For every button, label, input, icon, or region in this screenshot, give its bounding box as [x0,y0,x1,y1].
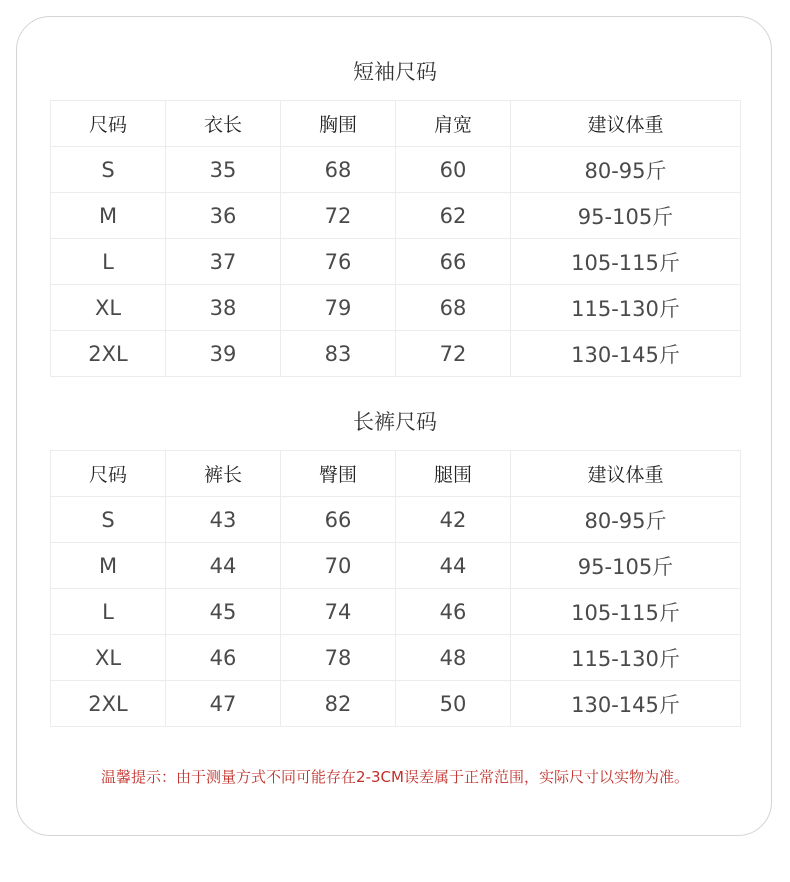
pants-size-table [50,450,741,727]
cell-pants-length: 43 [166,497,281,543]
table-row [51,285,741,331]
cell-chest: 83 [281,331,396,377]
cell-hip: 82 [281,681,396,727]
cell-chest: 79 [281,285,396,331]
cell-thigh: 42 [396,497,511,543]
cell-length: 37 [166,239,281,285]
cell-size: 2XL [51,681,166,727]
cell-pants-length: 47 [166,681,281,727]
cell-thigh: 50 [396,681,511,727]
cell-shoulder: 60 [396,147,511,193]
table-header-row [51,451,741,497]
table-row [51,239,741,285]
cell-thigh: 48 [396,635,511,681]
header-pants-length: 裤长 [166,451,281,497]
cell-weight: 115-130斤 [511,285,741,331]
header-size: 尺码 [51,101,166,147]
header-length: 衣长 [166,101,281,147]
cell-thigh: 44 [396,543,511,589]
pants-size-title: 长裤尺码 [353,410,437,434]
table-row [51,147,741,193]
cell-pants-length: 44 [166,543,281,589]
cell-weight: 80-95斤 [511,147,741,193]
shirt-size-table [50,100,741,377]
cell-shoulder: 66 [396,239,511,285]
cell-size: S [51,147,166,193]
cell-shoulder: 68 [396,285,511,331]
table-row [51,635,741,681]
cell-size: L [51,239,166,285]
table-row [51,589,741,635]
shirt-size-title: 短袖尺码 [353,60,437,84]
cell-hip: 66 [281,497,396,543]
cell-weight: 105-115斤 [511,589,741,635]
cell-hip: 74 [281,589,396,635]
table-row [51,331,741,377]
cell-weight: 105-115斤 [511,239,741,285]
table-row [51,193,741,239]
cell-size: 2XL [51,331,166,377]
header-weight: 建议体重 [511,451,741,497]
cell-chest: 76 [281,239,396,285]
header-shoulder: 肩宽 [396,101,511,147]
header-size: 尺码 [51,451,166,497]
cell-shoulder: 72 [396,331,511,377]
cell-shoulder: 62 [396,193,511,239]
cell-length: 38 [166,285,281,331]
header-chest: 胸围 [281,101,396,147]
cell-length: 39 [166,331,281,377]
measurement-notice: 温馨提示：由于测量方式不同可能存在2-3CM误差属于正常范围，实际尺寸以实物为准。 [101,768,689,786]
cell-weight: 130-145斤 [511,331,741,377]
header-thigh: 腿围 [396,451,511,497]
cell-thigh: 46 [396,589,511,635]
cell-weight: 115-130斤 [511,635,741,681]
table-header-row [51,101,741,147]
table-row [51,681,741,727]
table-row [51,543,741,589]
cell-size: S [51,497,166,543]
cell-hip: 78 [281,635,396,681]
cell-weight: 130-145斤 [511,681,741,727]
cell-weight: 95-105斤 [511,193,741,239]
cell-weight: 80-95斤 [511,497,741,543]
cell-chest: 72 [281,193,396,239]
cell-chest: 68 [281,147,396,193]
cell-length: 36 [166,193,281,239]
header-hip: 臀围 [281,451,396,497]
cell-size: XL [51,635,166,681]
cell-weight: 95-105斤 [511,543,741,589]
cell-pants-length: 45 [166,589,281,635]
cell-size: M [51,543,166,589]
cell-size: L [51,589,166,635]
cell-size: M [51,193,166,239]
cell-pants-length: 46 [166,635,281,681]
cell-size: XL [51,285,166,331]
header-weight: 建议体重 [511,101,741,147]
table-row [51,497,741,543]
cell-hip: 70 [281,543,396,589]
cell-length: 35 [166,147,281,193]
